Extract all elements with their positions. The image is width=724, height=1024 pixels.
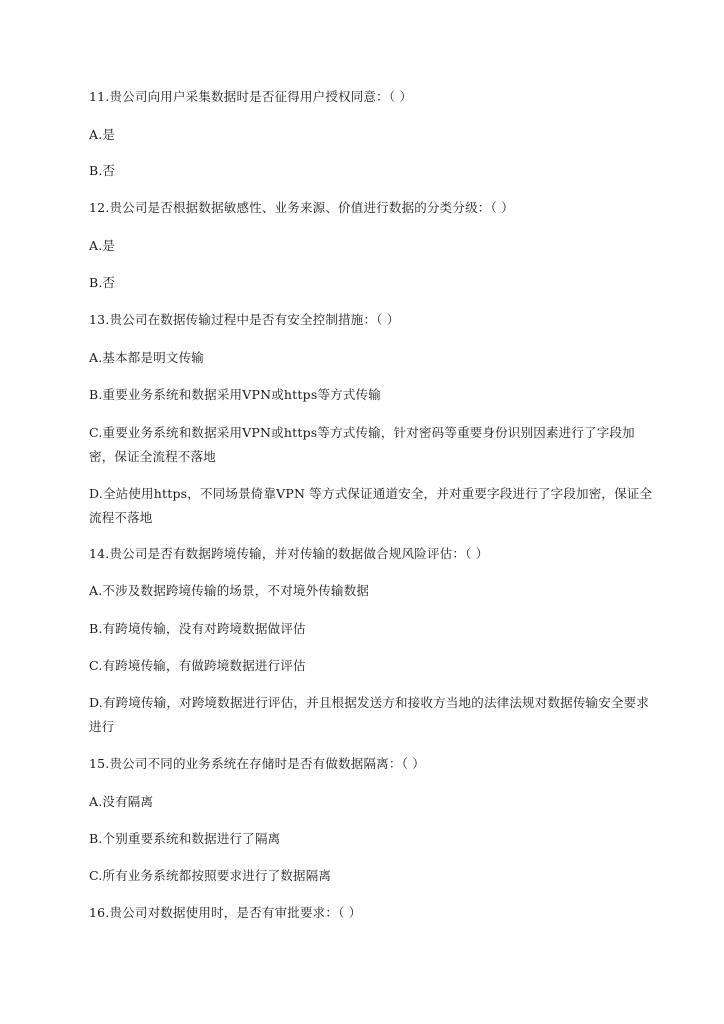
question-12-option-b: B.否 (89, 275, 116, 290)
question-15-option-a: A.没有隔离 (89, 794, 154, 809)
question-15-option-c: C.所有业务系统都按照要求进行了数据隔离 (89, 868, 332, 883)
question-11-option-a: A.是 (89, 127, 116, 142)
question-15-option-b: B.个别重要系统和数据进行了隔离 (89, 831, 281, 846)
question-13-option-d: D.全站使用https，不同场景倚靠VPN 等方式保证通道安全，并对重要字段进行了字段加密，保证全流程不落地 (89, 486, 653, 525)
question-14-option-d: D.有跨境传输，对跨境数据进行评估，并且根据发送方和接收方当地的法律法规对数据传输安全要求进行 (89, 695, 650, 734)
question-11-option-b: B.否 (89, 163, 116, 178)
question-14-option-a: A.不涉及数据跨境传输的场景，不对境外传输数据 (89, 583, 370, 598)
question-12-option-a: A.是 (89, 238, 116, 253)
question-15-stem: 15.贵公司不同的业务系统在存储时是否有做数据隔离：（ ） (89, 756, 425, 771)
question-13-option-b: B.重要业务系统和数据采用VPN或https等方式传输 (89, 387, 381, 402)
question-16-stem: 16.贵公司对数据使用时，是否有审批要求：（ ） (89, 905, 362, 920)
question-11-stem: 11.贵公司向用户采集数据时是否征得用户授权同意：（ ） (89, 89, 413, 104)
question-13-option-c: C.重要业务系统和数据采用VPN或https等方式传输，针对密码等重要身份识别因素进行了字段加密，保证全流程不落地 (89, 425, 635, 464)
question-13-option-a: A.基本都是明文传输 (89, 350, 205, 365)
question-14-option-b: B.有跨境传输，没有对跨境数据做评估 (89, 621, 306, 636)
question-12-stem: 12.贵公司是否根据数据敏感性、业务来源、价值进行数据的分类分级：（ ） (89, 200, 514, 215)
question-14-option-c: C.有跨境传输，有做跨境数据进行评估 (89, 658, 306, 673)
question-14-stem: 14.贵公司是否有数据跨境传输，并对传输的数据做合规风险评估：（ ） (89, 546, 489, 561)
question-13-stem: 13.贵公司在数据传输过程中是否有安全控制措施：（ ） (89, 312, 400, 327)
